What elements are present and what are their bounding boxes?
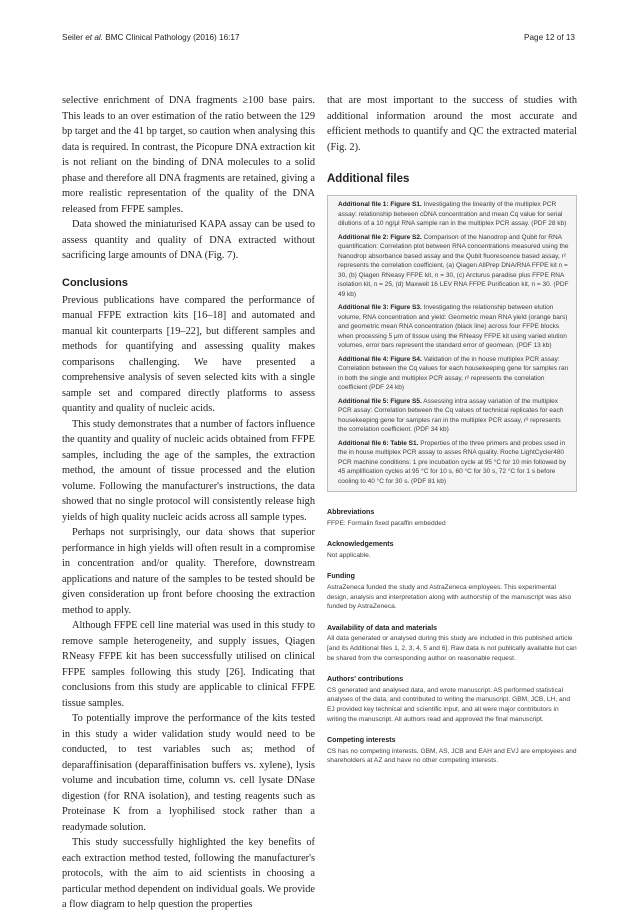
additional-file-1[interactable] <box>338 200 570 229</box>
header-authors: Seiler <box>62 33 86 42</box>
declaration-heading-availability: Availability of data and materials <box>327 623 438 632</box>
additional-file-6[interactable] <box>338 439 570 487</box>
additional-file-label[interactable]: Additional file 1: Figure S1. <box>338 201 422 208</box>
additional-file-description: Investigating the linearity of the multiplex PCR assay: relationship between cDNA concentration and mean Cq value for serial dilutions of a 10 ng/μl RNA sample ran in the multiplex PCR assay. (PDF 28 kb) <box>338 201 567 227</box>
declaration-text: AstraZeneca funded the study and AstraZeneca employees. This experimental design, analysis and interpretation along with authorship of the manuscript was also funded by AstraZeneca. <box>327 583 572 611</box>
declaration-text: FFPE: Formalin fixed paraffin embedded <box>327 519 446 527</box>
declaration-heading-contributions: Authors' contributions <box>327 675 404 684</box>
additional-file-label[interactable]: Additional file 2: Figure S2. <box>338 233 422 241</box>
declaration-text: CS generated and analysed data, and wrote manuscript. AS performed statistical analyses of the data, and contributed to writing the manuscript. GBM, JCB, LH, and EJ provided key technical and scientific input, and all were major contributors in writing the manuscript. All authors read and approved the final manuscript. <box>327 686 570 723</box>
additional-file-label[interactable]: Additional file 3: Figure S3. <box>338 304 422 311</box>
additional-file-label[interactable]: Additional file 4: Figure S4. <box>338 355 422 363</box>
declaration-heading-funding: Funding <box>327 572 355 581</box>
header-citation <box>62 33 240 42</box>
header-page-number: Page 12 of 13 <box>524 33 575 42</box>
right-column <box>327 93 577 778</box>
paragraph: To potentially improve the performance of the kits tested in this study a wider validation study would need to be conducted, to test variables such as; method of deparaffinisation (deparaffinisation buffers vs. xylene), lysis volume and incubation time, column vs. cell lysate DNase digestion (for RNA isolation), and testing reagents such as Proteinase K from a lyophilised stock rather than a readymade solution. <box>62 713 315 833</box>
declaration-heading-acknowledgements: Acknowledgements <box>327 540 394 549</box>
declaration-text: All data generated or analysed during this study are included in this published article [and its Additional files 1, 2, 3, 4, 5 and 6]. Raw data is not publically available but can be shared from the corresponding author on reasonable request. <box>327 635 577 662</box>
header-etal: et al. <box>85 33 103 42</box>
paragraph: Although FFPE cell line material was used in this study to remove sample heterogeneity, and supply issues, Qiagen RNeasy FFPE kit has been successfully utilised on clinical FFPE samples following this study [26]. Indicating that conclusions from this study are applicable to clinical FFPE tissue samples. <box>62 620 315 709</box>
paragraph: Previous publications have compared the performance of manual FFPE extraction kits [16–18] and automated and manual kit counterparts [19–22], but different samples and methods for quantifying and assessing quality makes comparisons challenging. We have presented a comprehensive analysis of seven selected kits with a single sample set and compared directly platforms to assess quantity and quality of nucleic acids. <box>62 294 315 414</box>
paragraph: Perhaps not surprisingly, our data shows that superior performance in high yields will often result in a compromise in concentration and/or quality. Therefore, downstream applications and nature of the samples to be tested should be given consideration up front before choosing the extraction method to apply. <box>62 527 315 616</box>
paragraph: selective enrichment of DNA fragments ≥100 base pairs. This leads to an over estimation of the ratio between the 129 bp target and the 41 bp target, so caution when analysing this data is required. In contrast, the Picopure DNA extraction kit is not reliant on the binding of DNA molecules to a solid phase and therefore all DNA fragments are retained, giving a more realistic representation of the quality of the DNA released from FFPE samples. <box>62 95 315 215</box>
declaration-heading-competing-interests: Competing interests <box>327 736 396 745</box>
additional-file-2[interactable] <box>338 233 570 300</box>
declarations-section <box>327 508 577 766</box>
paragraph: that are most important to the success of studies with additional information around the most accurate and efficient methods to quantify and QC the extracted material (Fig. 2). <box>327 95 577 153</box>
paragraph: This study successfully highlighted the key benefits of each extraction method tested, following the manufacturer's protocols, with the aim to aid scientists in choosing a particular method dependent on individual goals. We provide a flow diagram to help question the properties <box>62 837 315 910</box>
section-heading-conclusions: Conclusions <box>62 276 129 289</box>
additional-file-4[interactable] <box>338 355 570 393</box>
additional-file-label[interactable]: Additional file 5: Figure S5. <box>338 397 422 405</box>
paragraph: Data showed the miniaturised KAPA assay can be used to assess quantity and quality of DNA extracted without sacrificing large amounts of DNA (Fig. 7). <box>62 219 315 261</box>
additional-file-description: Assessing intra assay variation of the multiplex PCR assay: Correlation between the Cq values of technical replicates for each housekeeping gene for samples ran in the multiplex PCR assay, r² represents the correlation coefficient. (PDF 34 kb) <box>338 397 564 433</box>
additional-file-label[interactable]: Additional file 6: Table S1. <box>338 439 419 447</box>
additional-file-3[interactable] <box>338 303 570 351</box>
additional-file-description: Investigating the relationship between elution volume, RNA concentration and yield: Geometric mean RNA yield (orange bars) and geometric mean RNA concentration (black line) across four FFPE blocks when processing 5 μm of tissue using the RNeasy FFPE kit using varied elution volumes, error bars represent the standard error of geomean. (PDF 13 kb) <box>338 304 568 349</box>
left-column <box>62 93 315 913</box>
additional-file-5[interactable] <box>338 397 570 435</box>
declaration-heading-abbreviations: Abbreviations <box>327 508 375 516</box>
additional-file-description: Properties of the three primers and probes used in the in house multiplex PCR assay to asses RNA quality. Roche LightCycler480 PCR machine conditions: 1 pre incubation cycle at 95 °C for 10 min followed by 45 amplification cycles at 95 °C for 10 s, 60 °C for 30 s, 72 °C for 1 s before cooling to 40 °C for 30 s. (PDF 81 kb) <box>338 439 567 485</box>
section-heading-additional-files: Additional files <box>327 173 410 185</box>
paragraph: This study demonstrates that a number of factors influence the quantity and quality of nucleic acids obtained from FFPE samples, including the age of the samples, the extraction method, the amount of tissue processed and the elution volume. Following the manufacturer's instructions, the data showed that no single protocol will consistently release high yields of high quality nucleic acids across all sample types. <box>62 418 316 523</box>
additional-files-box <box>327 195 577 492</box>
additional-file-description: Comparison of the Nanodrop and Qubit for RNA quantification: Correlation plot between RNA concentrations measured using the Nanodrop absorbance based assay and the Qubit fluorescence based assay, r² represents the correlation coefficient, (a) Qiagen AllPrep DNA/RNA FFPE kit n = 30, (b) Qiagen RNeasy FFPE kit, n = 30, (c) Arcturus paradise plus FFPE RNA isolation kit, n = 25, (d) Maxwell 16 LEV RNA FFPE Purification kit, n = 30. (PDF 49 kb) <box>338 233 569 298</box>
running-header <box>0 24 638 40</box>
declaration-text: Not applicable. <box>327 551 371 559</box>
header-journal: BMC Clinical Pathology (2016) 16:17 <box>102 33 240 42</box>
additional-file-description: Validation of the in house multiplex PCR assay: Correlation between the Cq values for each housekeeping gene for samples ran in both the single and multiplex PCR assay, r² represents the correlation coefficient (PDF 24 kb) <box>338 355 569 391</box>
declaration-text: CS has no competing interests. GBM, AS, JCB and EAH and EVJ are employees and shareholders at AZ and have no other competing interests. <box>327 747 577 765</box>
